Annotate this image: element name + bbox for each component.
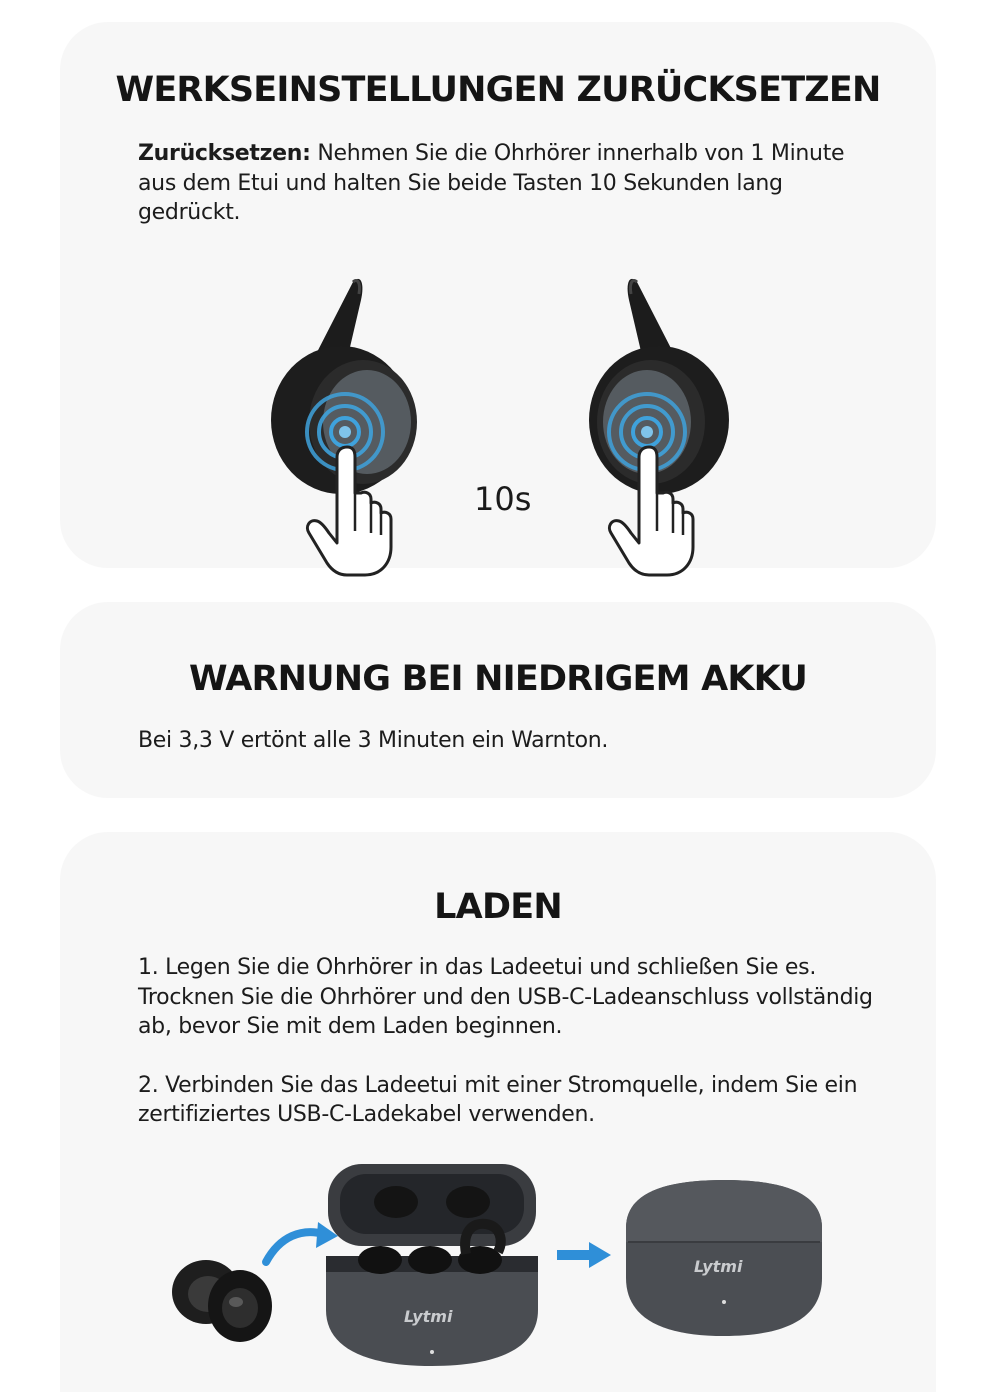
reset-title: WERKSEINSTELLUNGEN ZURÜCKSETZEN xyxy=(115,70,881,110)
left-earbud-illustration xyxy=(265,272,445,552)
charging-step-2: 2. Verbinden Sie das Ladeetui mit einer Stromquelle, indem Sie ein zertifiziertes USB-C-Ladekabel verwenden. xyxy=(138,1072,858,1127)
reset-label: Zurücksetzen: xyxy=(138,141,311,166)
reset-text: Nehmen Sie die Ohrhörer innerhalb von 1 Minute aus dem Etui und halten Sie beide Tasten 10 Sekunden lang gedrückt. xyxy=(138,141,845,225)
close-arrow-icon xyxy=(555,1240,615,1270)
charging-instructions xyxy=(138,953,908,1130)
right-earbud-illustration xyxy=(565,272,745,552)
charging-case-icon xyxy=(326,1164,538,1366)
earbud-icon xyxy=(172,1260,272,1342)
charging-step-1: 1. Legen Sie die Ohrhörer in das Ladeetui und schließen Sie es. Trocknen Sie die Ohrhörer und den USB-C-Ladeanschluss vollständig ab, bevor Sie mit dem Laden beginnen. xyxy=(138,955,873,1039)
earbud-icon xyxy=(589,279,729,494)
charging-card xyxy=(60,832,936,1392)
case-brand-logo: Lytmi xyxy=(694,1257,743,1276)
charging-title: LADEN xyxy=(434,887,562,927)
case-brand-logo: Lytmi xyxy=(404,1307,453,1326)
closed-charging-case-illustration xyxy=(622,1178,826,1338)
battery-text: Bei 3,3 V ertönt alle 3 Minuten ein Warnton. xyxy=(138,728,609,753)
battery-card xyxy=(60,602,936,798)
reset-instructions xyxy=(138,139,858,228)
open-charging-case-illustration xyxy=(322,1160,542,1370)
battery-title: WARNUNG BEI NIEDRIGEM AKKU xyxy=(188,659,808,699)
hold-time-label: 10s xyxy=(474,480,532,518)
reset-card xyxy=(60,22,936,568)
